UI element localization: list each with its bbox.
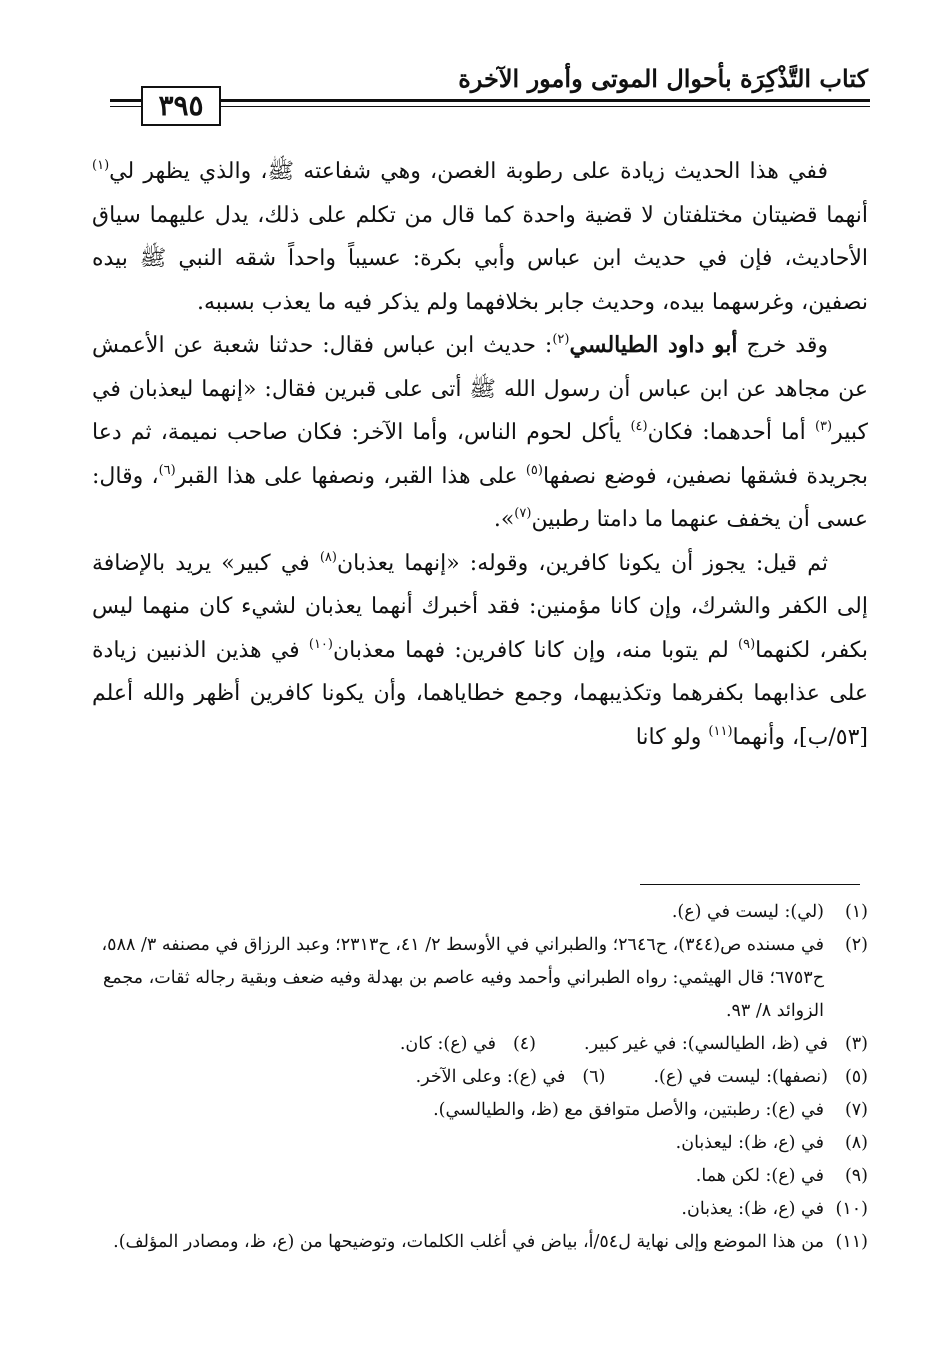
footnote-ref: (٢): [552, 332, 570, 347]
text-run: أنهما قضيتان مختلفتان لا قضية واحدة كما قال من تكلم على ذلك، يدل عليهما سياق الأحاديث، فإن في حديث ابن عباس وأبي بكرة: عسيباً واحداً شقه النبي ﷺ بيده نصفين، وغرسهما بيده، وحديث جابر بخلافهما ولم يذكر فيه ما يعذب بسببه.: [92, 202, 869, 315]
footnote-number: (٤): [512, 1034, 536, 1054]
text-run: ».: [493, 507, 515, 532]
text-run: ففي هذا الحديث زيادة على رطوبة الغصن، وهي شفاعته ﷺ، والذي يظهر لي: [109, 159, 828, 184]
footnote-separator: [640, 884, 860, 885]
footnote-4: [400, 1028, 536, 1061]
footnote-number: (٥): [844, 1067, 868, 1087]
text-run: : حديث ابن عباس فقال: حدثنا شعبة عن الأعمش عن مجاهد عن ابن عباس أن رسول الله ﷺ أتى على قبرين فقال: «إنهما ليعذبان في كبير: [92, 333, 868, 445]
footnotes: [98, 896, 868, 1259]
footnote-text: في (ع): كان.: [399, 1034, 496, 1054]
running-header-title: كتاب التَّذْكِرَة بأحوال الموتى وأمور الآخرة: [458, 64, 868, 93]
footnote-ref: (١): [92, 158, 110, 173]
text-run: في كبير» يريد بالإضافة إلى الكفر والشرك، وإن كانا مؤمنين: فقد أخبرك أنهما يعذبان لشيء كان منهما ليس بكفر، لكنهما: [92, 550, 869, 663]
footnote-text: في (ع، ظ): ليعذبان.: [675, 1133, 824, 1153]
footnote-11: [98, 1226, 868, 1259]
footnote-ref: (٥): [525, 462, 543, 478]
header-rule-thin: [110, 106, 870, 107]
text-run: ، وقال: عسى أن يخفف عنهما ما دامتا رطبين: [92, 463, 868, 532]
text-run: يأكل لحوم الناس، وأما الآخر: فكان صاحب نميمة، ثم دعا بجريدة فشقها نصفين، فوضع نصفها: [92, 420, 868, 489]
footnote-text: في (ع): رطبتين، والأصل متوافق مع (ظ، والطيالسي).: [433, 1100, 824, 1120]
paragraph-2: [92, 324, 868, 542]
footnote-ref: (٦): [158, 462, 176, 478]
text-run: ثم قيل: يجوز أن يكونا كافرين، وقوله: «إنهما يعذبان: [336, 550, 828, 576]
footnote-ref: (٤): [630, 419, 648, 434]
footnote-number: (١١): [835, 1232, 868, 1252]
text-run: أما أحدهما: فكان: [647, 420, 815, 445]
footnote-ref: (٣): [814, 419, 833, 434]
footnote-9: [98, 1160, 868, 1193]
footnote-text: في (ظ، الطيالسي): في غير كبير.: [584, 1034, 828, 1054]
footnote-number: (٢): [844, 935, 868, 955]
footnote-ref: (١١): [708, 723, 733, 739]
footnote-number: (٦): [582, 1067, 606, 1087]
footnote-ref: (٩): [738, 636, 756, 652]
footnote-3: [584, 1028, 868, 1061]
footnote-1: [98, 896, 868, 929]
footnote-number: (٣): [844, 1034, 868, 1054]
text-run: على هذا القبر، ونصفها على هذا القبر: [175, 463, 526, 489]
footnote-row-5-6: [98, 1061, 868, 1094]
text-run: في هذين الذنبين زيادة على عذابهما بكفرهما وتكذيبهما، وجمع خطاياهما، وأن يكونا كافرين أظهر والله أعلم [٥٣/ب]، وأنهما: [92, 637, 868, 750]
footnote-8: [98, 1127, 868, 1160]
page-number: ٣٩٥: [141, 86, 221, 126]
footnote-ref: (٨): [319, 549, 337, 565]
footnote-7: [98, 1094, 868, 1127]
footnote-ref: (٧): [514, 506, 532, 521]
footnote-text: في (ع): وعلى الآخر.: [415, 1067, 566, 1087]
footnote-6: [416, 1061, 606, 1094]
footnote-2: [98, 929, 868, 1028]
footnote-number: (٨): [844, 1133, 868, 1153]
footnote-text: (لي): ليست في (ع).: [671, 902, 824, 922]
footnote-5: [653, 1061, 868, 1094]
main-text: [92, 150, 868, 759]
footnote-text: في (ع): لكن هما.: [695, 1166, 824, 1186]
footnote-text: في مسنده ص(٣٤٤)، ح٢٦٤٦؛ والطبراني في الأوسط ٢/ ٤١، ح٢٣١٣؛ وعبد الرزاق في مصنفه ٣/ ٥٨٨، ح٦٧٥٣؛ قال الهيثمي: رواه الطبراني وأحمد وفيه عاصم بن بهدلة وفيه ضعف وبقية رجاله ثقات، مجمع الزوائد ٨/ ٩٣.: [101, 935, 824, 1021]
footnote-text: من هذا الموضع وإلى نهاية ل٥٤/أ، بياض في أغلب الكلمات، وتوضيحها من (ع، ظ، ومصادر المؤلف).: [113, 1232, 824, 1252]
author-name: أبو داود الطيالسي: [569, 332, 738, 358]
footnote-number: (١٠): [835, 1199, 868, 1219]
footnote-text: في (ع، ظ): يعذبان.: [681, 1199, 824, 1219]
paragraph-1: [92, 150, 868, 324]
footnote-number: (٧): [844, 1100, 868, 1120]
header-rule-thick: [110, 99, 870, 102]
footnote-row-3-4: [98, 1028, 868, 1061]
paragraph-3: [92, 542, 868, 760]
text-run: لم يتوبا منه، وإن كانا كافرين: فهما معذبان: [332, 637, 738, 663]
footnote-ref: (١٠): [308, 636, 333, 652]
footnote-text: (نصفها): ليست في (ع).: [653, 1067, 828, 1087]
footnote-number: (٩): [844, 1166, 868, 1186]
text-run: وقد خرج: [737, 333, 828, 358]
footnote-10: [98, 1193, 868, 1226]
text-run: ولو كانا: [635, 724, 709, 750]
footnote-number: (١): [844, 902, 868, 922]
